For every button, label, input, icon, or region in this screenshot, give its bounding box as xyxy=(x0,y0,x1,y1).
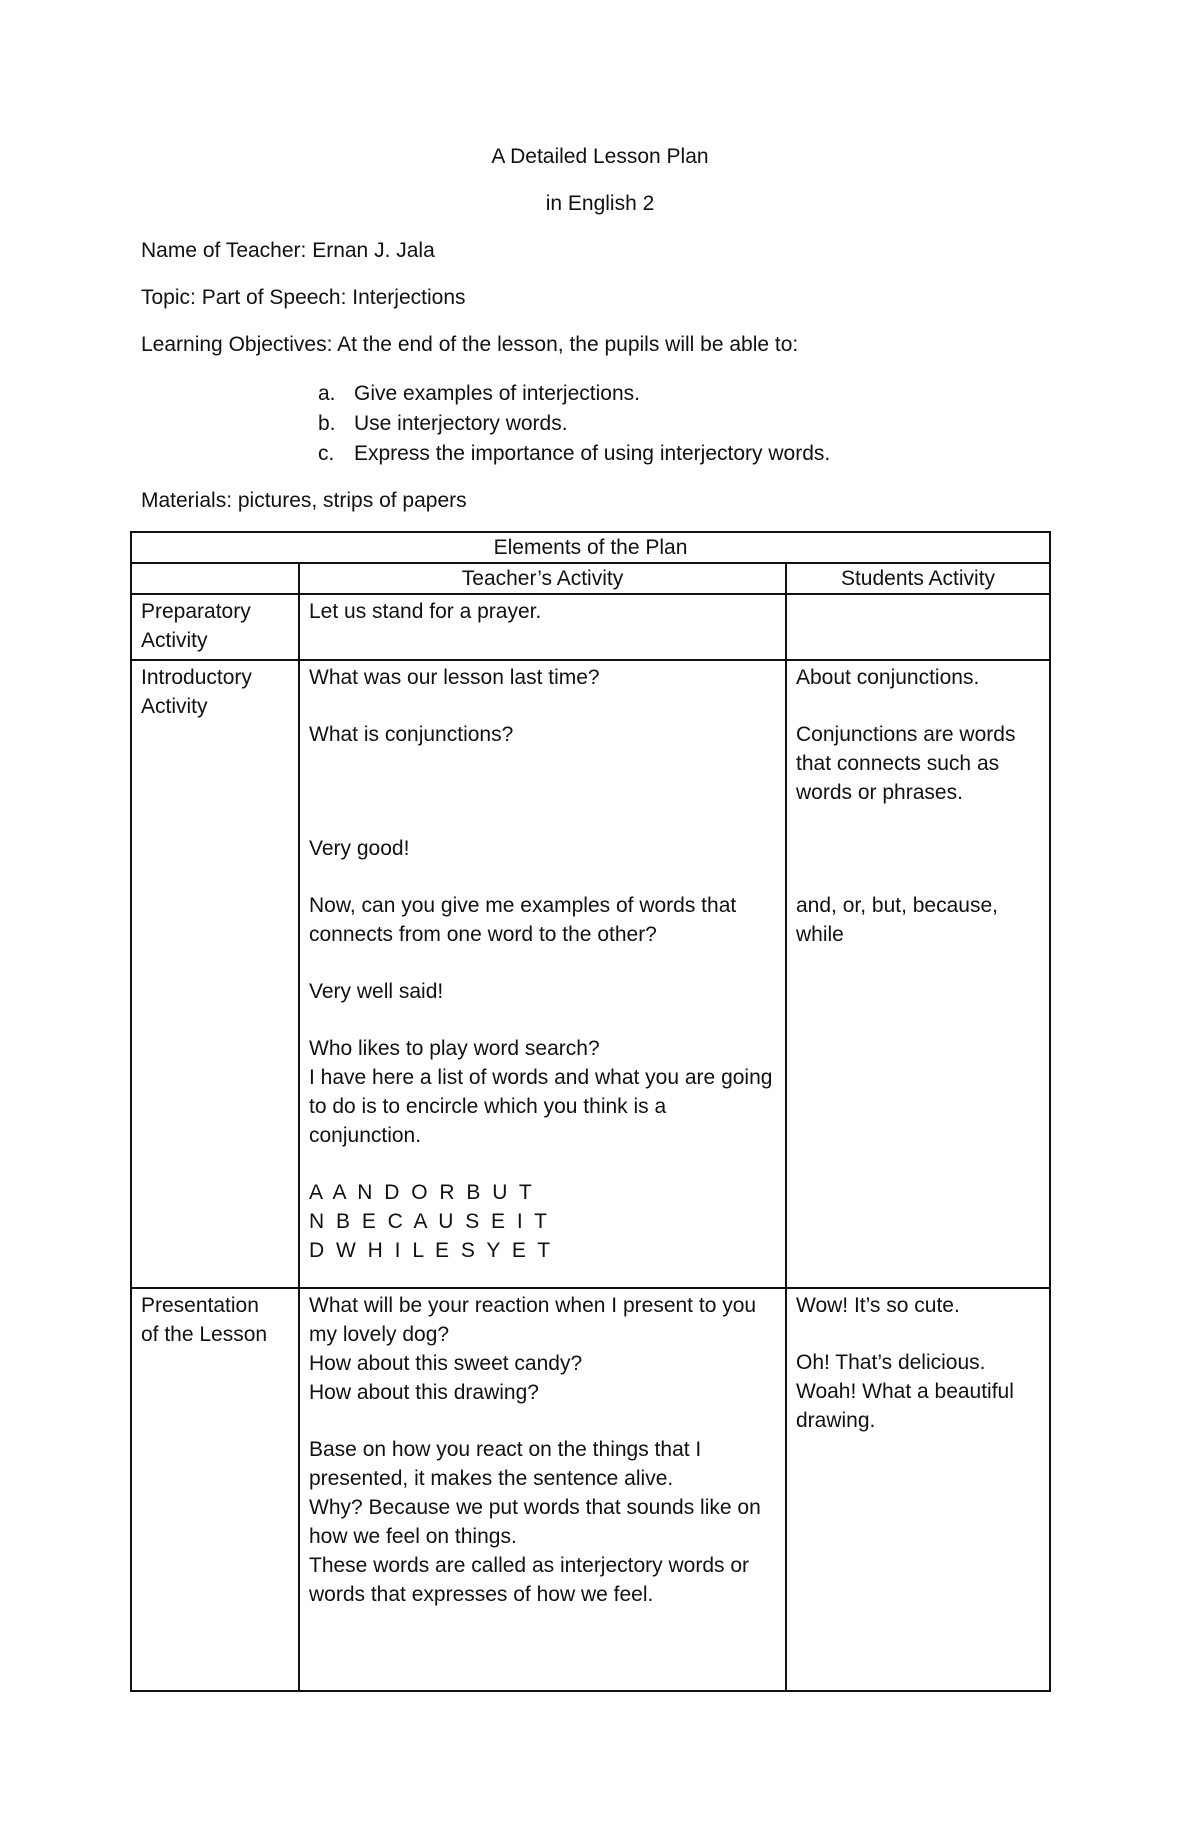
column-header-students: Students Activity xyxy=(786,563,1050,594)
teacher-cell-presentation xyxy=(299,1288,786,1691)
objectives-list xyxy=(318,379,830,469)
student-text: and, or, but, because, while xyxy=(796,894,998,946)
topic-line: Topic: Part of Speech: Interjections xyxy=(141,286,466,309)
teacher-text: Base on how you react on the things that I presented, it makes the sentence alive. xyxy=(309,1438,702,1490)
teacher-cell-preparatory xyxy=(299,594,786,660)
objective-item xyxy=(318,379,830,409)
objective-letter: c. xyxy=(318,442,335,465)
objective-item xyxy=(318,409,830,439)
student-text: About conjunctions. xyxy=(796,666,980,689)
table-header-row xyxy=(131,532,1050,563)
students-cell-introductory xyxy=(786,660,1050,1288)
teacher-text: I have here a list of words and what you are going to do is to encircle which you think is a conjunction. xyxy=(309,1066,773,1147)
student-text: Oh! That’s delicious. xyxy=(796,1351,986,1374)
teacher-text: How about this drawing? xyxy=(309,1381,539,1404)
row-label-line: Presentation xyxy=(141,1294,259,1317)
teacher-text: What was our lesson last time? xyxy=(309,666,600,689)
students-cell-presentation xyxy=(786,1288,1050,1691)
row-label-line: Introductory xyxy=(141,666,252,689)
word-search-row: D W H I L E S Y E T xyxy=(309,1239,554,1262)
row-label-line: Preparatory xyxy=(141,600,251,623)
table-row-presentation xyxy=(131,1288,1050,1691)
teacher-text: Why? Because we put words that sounds like on how we feel on things. xyxy=(309,1496,761,1548)
teacher-text: Let us stand for a prayer. xyxy=(309,600,542,623)
column-header-teacher: Teacher’s Activity xyxy=(299,563,786,594)
teacher-text: Very well said! xyxy=(309,980,444,1003)
objective-text: Give examples of interjections. xyxy=(354,382,640,405)
column-header-empty xyxy=(131,563,299,594)
materials-line: Materials: pictures, strips of papers xyxy=(141,489,467,512)
row-label-line: Activity xyxy=(141,695,208,718)
row-label-line: Activity xyxy=(141,629,208,652)
lesson-plan-table xyxy=(130,531,1051,1692)
teacher-text: How about this sweet candy? xyxy=(309,1352,583,1375)
teacher-text: Now, can you give me examples of words that connects from one word to the other? xyxy=(309,894,737,946)
document-subtitle: in English 2 xyxy=(545,192,655,215)
table-row-preparatory xyxy=(131,594,1050,660)
teacher-text: What is conjunctions? xyxy=(309,723,514,746)
table-column-header-row xyxy=(131,563,1050,594)
document-title: A Detailed Lesson Plan xyxy=(491,145,709,168)
word-search-row: N B E C A U S E I T xyxy=(309,1210,551,1233)
table-row-introductory xyxy=(131,660,1050,1288)
row-label-introductory xyxy=(131,660,299,1288)
students-cell-preparatory xyxy=(786,594,1050,660)
row-label-line: of the Lesson xyxy=(141,1323,268,1346)
objective-item xyxy=(318,439,830,469)
row-label-preparatory xyxy=(131,594,299,660)
teacher-text: These words are called as interjectory words or words that expresses of how we feel. xyxy=(309,1554,750,1606)
student-text: Woah! What a beautiful drawing. xyxy=(796,1380,1014,1432)
objective-text: Use interjectory words. xyxy=(354,412,568,435)
word-search-row: A A N D O R B U T xyxy=(309,1181,535,1204)
table-header: Elements of the Plan xyxy=(131,532,1050,563)
student-text: Wow! It’s so cute. xyxy=(796,1294,960,1317)
objectives-intro: Learning Objectives: At the end of the lesson, the pupils will be able to: xyxy=(141,333,799,356)
teacher-text: Very good! xyxy=(309,837,410,860)
teacher-text: What will be your reaction when I present to you my lovely dog? xyxy=(309,1294,757,1346)
objective-letter: b. xyxy=(318,412,336,435)
row-label-presentation xyxy=(131,1288,299,1691)
teacher-name-line: Name of Teacher: Ernan J. Jala xyxy=(141,239,435,262)
objective-letter: a. xyxy=(318,382,336,405)
teacher-cell-introductory xyxy=(299,660,786,1288)
objective-text: Express the importance of using interjectory words. xyxy=(354,442,831,465)
student-text: Conjunctions are words that connects such as words or phrases. xyxy=(796,723,1016,804)
teacher-text: Who likes to play word search? xyxy=(309,1037,600,1060)
